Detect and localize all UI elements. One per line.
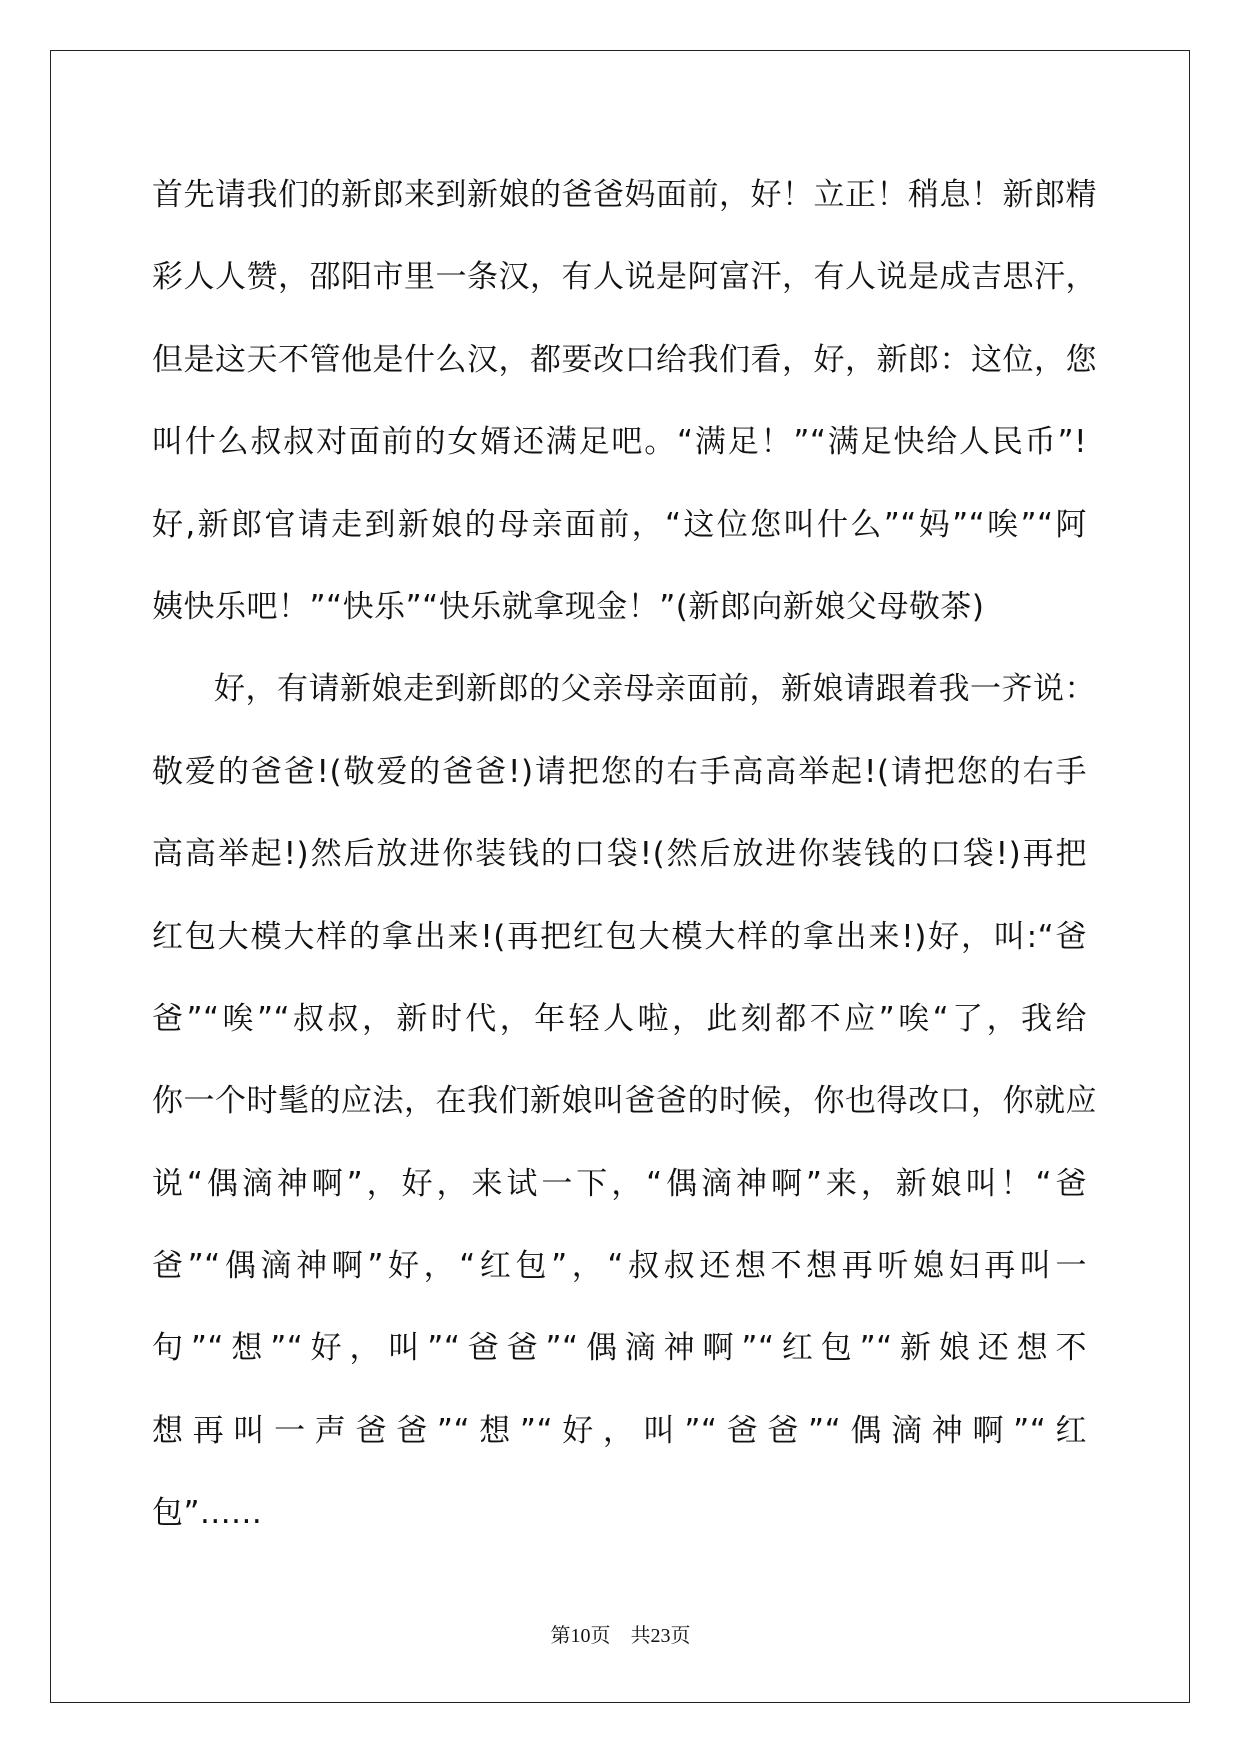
text-line-14: 爸”“偶滴神啊”好，“红包”，“叔叔还想不想再听媳妇再叫一	[152, 1248, 1087, 1285]
text-line-1: 首先请我们的新郎来到新娘的爸爸妈面前，好！立正！稍息！新郎精	[152, 177, 1097, 213]
text-line-2: 彩人人赞，邵阳市里一条汉，有人说是阿富汗，有人说是成吉思汗，	[152, 259, 1097, 296]
text-line-9: 高高举起!)然后放进你装钱的口袋!(然后放进你装钱的口袋!)再把	[152, 836, 1087, 873]
text-line-12: 你一个时髦的应法，在我们新娘叫爸爸的时候，你也得改口，你就应	[152, 1083, 1097, 1120]
document-body	[152, 154, 1097, 1555]
text-line-3: 但是这天不管他是什么汉，都要改口给我们看，好，新郎：这位，您	[152, 341, 1097, 378]
text-line-13: 说“偶滴神啊”，好，来试一下，“偶滴神啊”来，新娘叫！“爸	[152, 1165, 1087, 1202]
text-line-11: 爸”“唉”“叔叔，新时代，年轻人啦，此刻都不应”唉“了，我给	[152, 1000, 1087, 1037]
text-line-10: 红包大模大样的拿出来!(再把红包大模大样的拿出来!)好，叫:“爸	[152, 918, 1087, 955]
text-line-8: 敬爱的爸爸!(敬爱的爸爸!)请把您的右手高高举起!(请把您的右手	[152, 753, 1087, 790]
text-line-17: 包”......	[152, 1495, 263, 1532]
text-line-5: 好,新郎官请走到新娘的母亲面前，“这位您叫什么”“妈”“唉”“阿	[152, 506, 1087, 543]
text-line-7: 好，有请新娘走到新郎的父亲母亲面前，新娘请跟着我一齐说：	[214, 671, 1096, 708]
text-line-4: 叫什么叔叔对面前的女婿还满足吧。“满足！”“满足快给人民币”!	[152, 424, 1087, 461]
page-number-footer: 第10页 共23页	[550, 1625, 691, 1647]
text-line-16: 想再叫一声爸爸”“想”“好，叫”“爸爸”“偶滴神啊”“红	[152, 1412, 1087, 1449]
text-line-15: 句”“想”“好，叫”“爸爸”“偶滴神啊”“红包”“新娘还想不	[152, 1330, 1088, 1367]
text-line-6: 姨快乐吧！”“快乐”“快乐就拿现金！”(新郎向新娘父母敬茶)	[152, 588, 985, 625]
